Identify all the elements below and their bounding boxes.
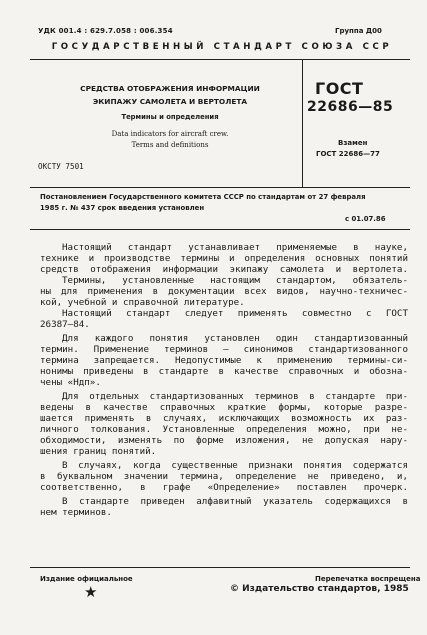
english-title-2: Terms and definitions xyxy=(131,141,209,149)
body-rule xyxy=(30,229,410,230)
english-title-1: Data indicators for aircraft crew. xyxy=(111,130,229,138)
body-line: личного толкования. Установленные определения можно, при не- xyxy=(40,424,408,435)
standard-banner: ГОСУДАРСТВЕННЫЙ СТАНДАРТ СОЮЗА ССР xyxy=(51,42,393,52)
body-line: Для каждого понятия установлен один стандартизованный xyxy=(62,333,408,344)
body-line: чены «Ндп». xyxy=(40,377,101,388)
body-line: технике и производстве термины и определения основных понятий xyxy=(40,253,408,264)
body-line: Для отдельных стандартизованных терминов в стандарте при- xyxy=(62,391,408,402)
body-line: нем терминов. xyxy=(40,507,112,518)
replaces-label: Взамен xyxy=(338,139,368,147)
title-line-2: ЭКИПАЖУ САМОЛЕТА И ВЕРТОЛЕТА xyxy=(92,97,248,106)
udk-code: УДК 001.4 : 629.7.058 : 006.354 xyxy=(38,27,173,35)
body-line: термина запрещается. Недопустимые к применению термины-си- xyxy=(40,355,408,366)
okstu-code: ОКСТУ 7501 xyxy=(38,162,84,171)
edition-label: Издание официальное xyxy=(40,575,133,583)
top-rule xyxy=(30,59,410,60)
body-line: обходимости, изменять по форме изложения, не допуская нару- xyxy=(40,435,408,446)
body-line: Настоящий стандарт следует применять совместно с ГОСТ xyxy=(62,308,408,319)
body-line: В случаях, когда существенные признаки понятия содержатся xyxy=(62,460,408,471)
effective-date: с 01.07.86 xyxy=(345,215,386,223)
subtitle: Термины и определения xyxy=(121,113,219,121)
gost-number: 22686—85 xyxy=(307,99,394,115)
gost-label: ГОСТ xyxy=(315,79,364,98)
body-line: ны для применения в документации всех видов, научно-техничес- xyxy=(40,286,408,297)
group-label: Группа Д00 xyxy=(335,27,382,35)
body-line: шается применять в случаях, исключающих возможность их раз- xyxy=(40,413,408,424)
body-line: соответственно, в графе «Определение» поставлен прочерк. xyxy=(40,482,408,493)
body-line: в буквальном значении термина, определение не приведено, и, xyxy=(40,471,408,482)
header-divider xyxy=(302,59,303,187)
publisher-copyright: © Издательство стандартов, 1985 xyxy=(230,584,409,594)
middle-rule xyxy=(30,187,410,188)
bottom-rule xyxy=(30,567,410,568)
body-line: Термины, установленные настоящим стандартом, обязатель- xyxy=(62,275,408,286)
body-line: термин. Применение терминов — синонимов стандартизованного xyxy=(40,344,408,355)
reprint-notice: Перепечатка воспрещена xyxy=(315,575,421,583)
body-line: Настоящий стандарт устанавливает применяемые в науке, xyxy=(62,242,408,253)
body-line: кой, учебной и справочной литературе. xyxy=(40,297,245,308)
decree-line-1: Постановлением Государственного комитета СССР по стандартам от 27 февраля xyxy=(40,193,366,201)
body-line: В стандарте приведен алфавитный указатель содержащихся в xyxy=(62,496,408,507)
body-line: шения границ понятий. xyxy=(40,446,157,457)
body-line: 26387—84. xyxy=(40,319,90,330)
body-line: средств отображения информации экипажу самолета и вертолета. xyxy=(40,264,408,275)
body-line: ведены в качестве справочных краткие формы, которые разре- xyxy=(40,402,408,413)
decree-line-2: 1985 г. № 437 срок введения установлен xyxy=(40,204,205,212)
star-icon: ★ xyxy=(84,583,98,601)
replaces-value: ГОСТ 22686—77 xyxy=(316,150,380,158)
body-line: нонимы приведены в стандарте в качестве справочных и обозна- xyxy=(40,366,408,377)
title-line-1: СРЕДСТВА ОТОБРАЖЕНИЯ ИНФОРМАЦИИ xyxy=(80,84,260,93)
